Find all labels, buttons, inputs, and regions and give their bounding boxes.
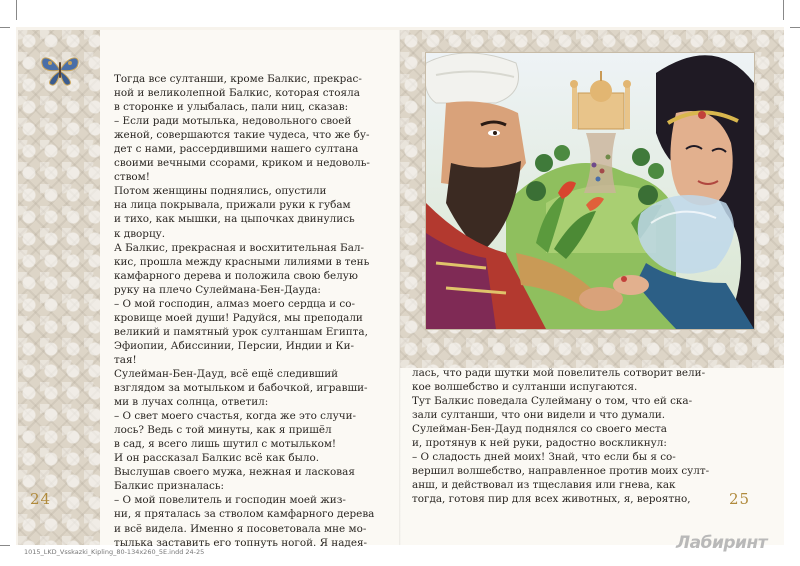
text-line: Тогда все султанши, кроме Балкис, прекрас-	[114, 73, 362, 85]
text-line: женой, совершаются такие чудеса, что же бу-	[114, 129, 370, 142]
left-page-text	[114, 72, 386, 550]
text-line: Выслушав своего мужа, нежная и ласковая	[114, 466, 355, 479]
text-line: – О мой господин, алмаз моего сердца и со-	[114, 297, 355, 310]
text-line: Тут Балкис поведала Сулейману о том, что ей ска-	[412, 395, 693, 408]
spine-fold	[399, 30, 401, 545]
text-line: тогда, готовя пир для всех животных, я, вероятно,	[412, 493, 691, 506]
text-line: вершил волшебство, направленное против моих султ-	[412, 465, 710, 478]
text-line: кровище моей души! Радуйся, мы преподали	[114, 311, 363, 324]
text-line: Сулейман-Бен-Дауд поднялся со своего места	[412, 423, 667, 436]
text-line: и всё видела. Именно я посоветовала мне мо-	[114, 522, 367, 535]
text-line: лось? Ведь с той минуты, как я пришёл	[114, 424, 332, 437]
crop-mark	[0, 27, 10, 28]
text-line: руку на плечо Сулеймана-Бен-Дауда:	[114, 283, 321, 296]
text-line: взглядом за мотыльком и бабочкой, игравши-	[114, 382, 368, 395]
page-number-left: 24	[30, 490, 52, 508]
text-line: и тихо, как мышки, на цыпочках двинулись	[114, 213, 355, 226]
text-line: в сторонке и улыбалась, пали ниц, сказав:	[114, 101, 349, 114]
page-number-right: 25	[729, 490, 751, 508]
text-line: дет с нами, рассердившими нашего султана	[114, 143, 359, 156]
text-line: И он рассказал Балкис всё как было.	[114, 452, 320, 465]
text-line: в сад, я всего лишь шутил с мотыльком!	[114, 438, 337, 451]
text-line: Потом женщины поднялись, опустили	[114, 185, 327, 198]
text-line: Сулейман-Бен-Дауд, всё ещё следивший	[114, 367, 339, 380]
text-line: А Балкис, прекрасная и восхитительная Бал-	[114, 241, 364, 254]
text-line: ной и великолепной Балкис, которая стояла	[114, 87, 360, 100]
left-ornament-border	[18, 30, 100, 545]
text-line: к дворцу.	[114, 227, 166, 240]
text-line: – Если ради мотылька, недовольного своей	[114, 115, 352, 128]
text-line: ми в лучах солнца, ответил:	[114, 396, 269, 409]
watermark-logo: Лабиринт	[676, 533, 768, 553]
text-line: тая!	[114, 353, 137, 366]
text-line: – О мой повелитель и господин моей жиз-	[114, 494, 346, 507]
text-line: зали султанши, что они видели и что думали.	[412, 409, 666, 422]
text-line: – О свет моего счастья, когда же это случи-	[114, 410, 357, 423]
print-file-info: 1015_LKD_Vsskazki_Kipling_80-134x260_5E.indd 24-25	[24, 548, 205, 556]
crop-mark	[0, 545, 10, 546]
text-line: Эфиопии, Абиссинии, Персии, Индии и Ки-	[114, 339, 355, 352]
text-line: своими вечными ссорами, криком и недоволь-	[114, 157, 370, 170]
text-line: кис, прошла между красными лилиями в тень	[114, 255, 370, 268]
right-page-text	[412, 366, 726, 506]
text-line: кое волшебство и султанши испугаются.	[412, 381, 638, 394]
text-line: анш, и действовал из тщеславия или гнева, как	[412, 479, 676, 492]
text-line: великий и памятный урок султаншам Египта,	[114, 325, 368, 338]
illustration	[425, 52, 755, 330]
text-line: и, протянув к ней руки, радостно воскликнул:	[412, 437, 667, 450]
text-line: камфарного дерева и положила свою белую	[114, 269, 358, 282]
crop-mark	[16, 0, 17, 20]
butterfly-emblem-icon	[36, 50, 84, 90]
text-line: ством!	[114, 171, 150, 184]
text-line: – О сладость дней моих! Знай, что если бы я со-	[412, 451, 676, 464]
crop-mark	[790, 27, 800, 28]
crop-mark	[783, 0, 784, 20]
text-line: на лица покрывала, прижали руки к губам	[114, 199, 351, 212]
text-line: ни, я пряталась за стволом камфарного дерева	[114, 508, 375, 521]
text-line: тылька заставить его топнуть ногой. Я надея-	[114, 536, 368, 549]
text-line: лась, что ради шутки мой повелитель сотворит вели-	[412, 367, 706, 379]
text-line: Балкис призналась:	[114, 480, 225, 493]
